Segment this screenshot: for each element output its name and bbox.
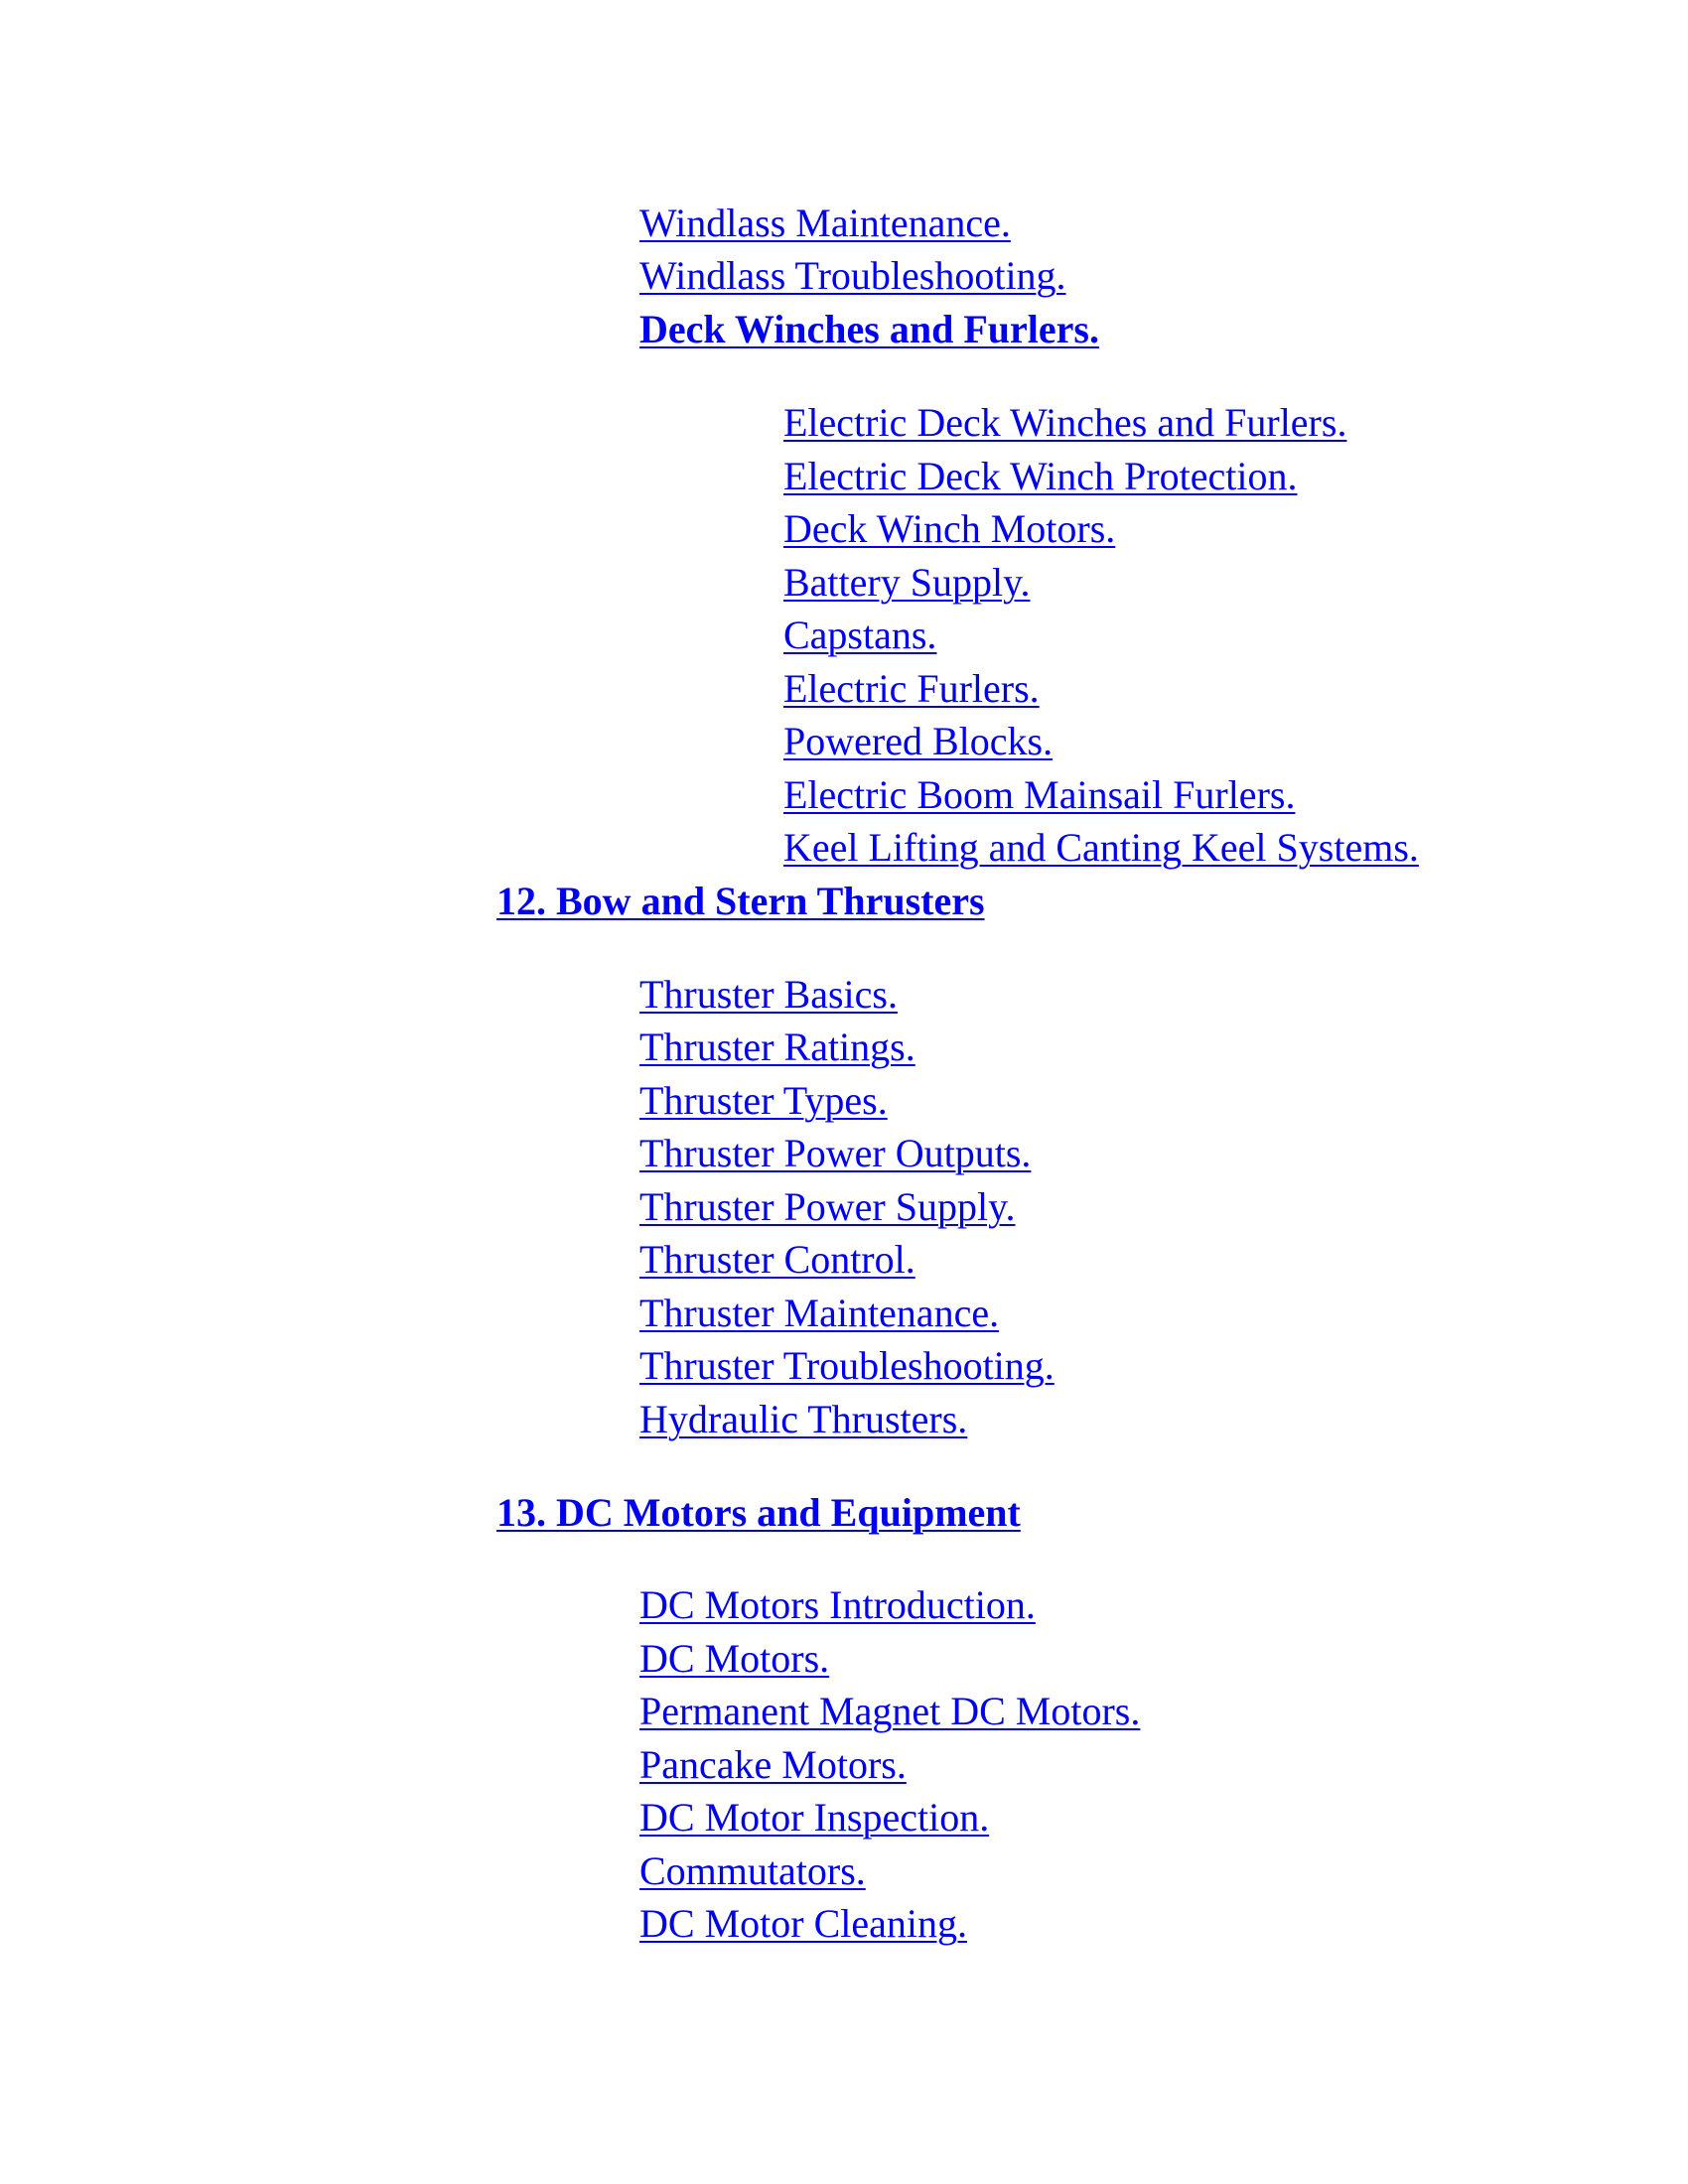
toc-link-pancake-motors[interactable]: Pancake Motors. xyxy=(639,1742,907,1787)
toc-link-dc-motor-cleaning[interactable]: DC Motor Cleaning. xyxy=(639,1901,967,1946)
toc-link-thruster-troubleshooting[interactable]: Thruster Troubleshooting. xyxy=(639,1343,1055,1388)
toc-link-thruster-maintenance[interactable]: Thruster Maintenance. xyxy=(639,1291,1000,1335)
toc-link-windlass-maintenance[interactable]: Windlass Maintenance. xyxy=(639,201,1011,245)
toc-link-dc-motor-inspection[interactable]: DC Motor Inspection. xyxy=(639,1795,990,1840)
toc-link-dc-motors-introduction[interactable]: DC Motors Introduction. xyxy=(639,1582,1036,1627)
toc-link-thruster-types[interactable]: Thruster Types. xyxy=(639,1078,888,1123)
toc-chapter-12-bow-and-stern-thrusters[interactable]: 12. Bow and Stern Thrusters xyxy=(496,879,985,923)
toc-link-deck-winch-motors[interactable]: Deck Winch Motors. xyxy=(783,506,1116,551)
toc-link-capstans[interactable]: Capstans. xyxy=(783,613,937,657)
toc-link-commutators[interactable]: Commutators. xyxy=(639,1848,866,1893)
toc-link-thruster-power-supply[interactable]: Thruster Power Supply. xyxy=(639,1184,1016,1229)
toc-link-powered-blocks[interactable]: Powered Blocks. xyxy=(783,719,1054,763)
toc-chapter-13-dc-motors-and-equipment[interactable]: 13. DC Motors and Equipment xyxy=(496,1490,1021,1535)
toc-link-electric-deck-winch-protection[interactable]: Electric Deck Winch Protection. xyxy=(783,454,1298,498)
toc-link-electric-furlers[interactable]: Electric Furlers. xyxy=(783,666,1040,711)
toc-link-permanent-magnet-dc-motors[interactable]: Permanent Magnet DC Motors. xyxy=(639,1689,1141,1733)
toc-link-dc-motors[interactable]: DC Motors. xyxy=(639,1636,830,1681)
toc-link-deck-winches-and-furlers[interactable]: Deck Winches and Furlers. xyxy=(639,307,1099,351)
toc-link-windlass-troubleshooting[interactable]: Windlass Troubleshooting. xyxy=(639,253,1066,298)
toc-link-electric-boom-mainsail-furlers[interactable]: Electric Boom Mainsail Furlers. xyxy=(783,772,1296,817)
toc-link-thruster-basics[interactable]: Thruster Basics. xyxy=(639,972,898,1017)
toc-link-electric-deck-winches-and-furlers[interactable]: Electric Deck Winches and Furlers. xyxy=(783,400,1347,445)
toc-link-thruster-control[interactable]: Thruster Control. xyxy=(639,1237,915,1282)
toc-link-thruster-ratings[interactable]: Thruster Ratings. xyxy=(639,1024,915,1069)
toc-link-thruster-power-outputs[interactable]: Thruster Power Outputs. xyxy=(639,1131,1032,1175)
toc-link-keel-lifting-and-canting-keel-systems[interactable]: Keel Lifting and Canting Keel Systems. xyxy=(783,825,1419,870)
toc-link-battery-supply[interactable]: Battery Supply. xyxy=(783,560,1031,605)
toc-link-hydraulic-thrusters[interactable]: Hydraulic Thrusters. xyxy=(639,1397,968,1441)
